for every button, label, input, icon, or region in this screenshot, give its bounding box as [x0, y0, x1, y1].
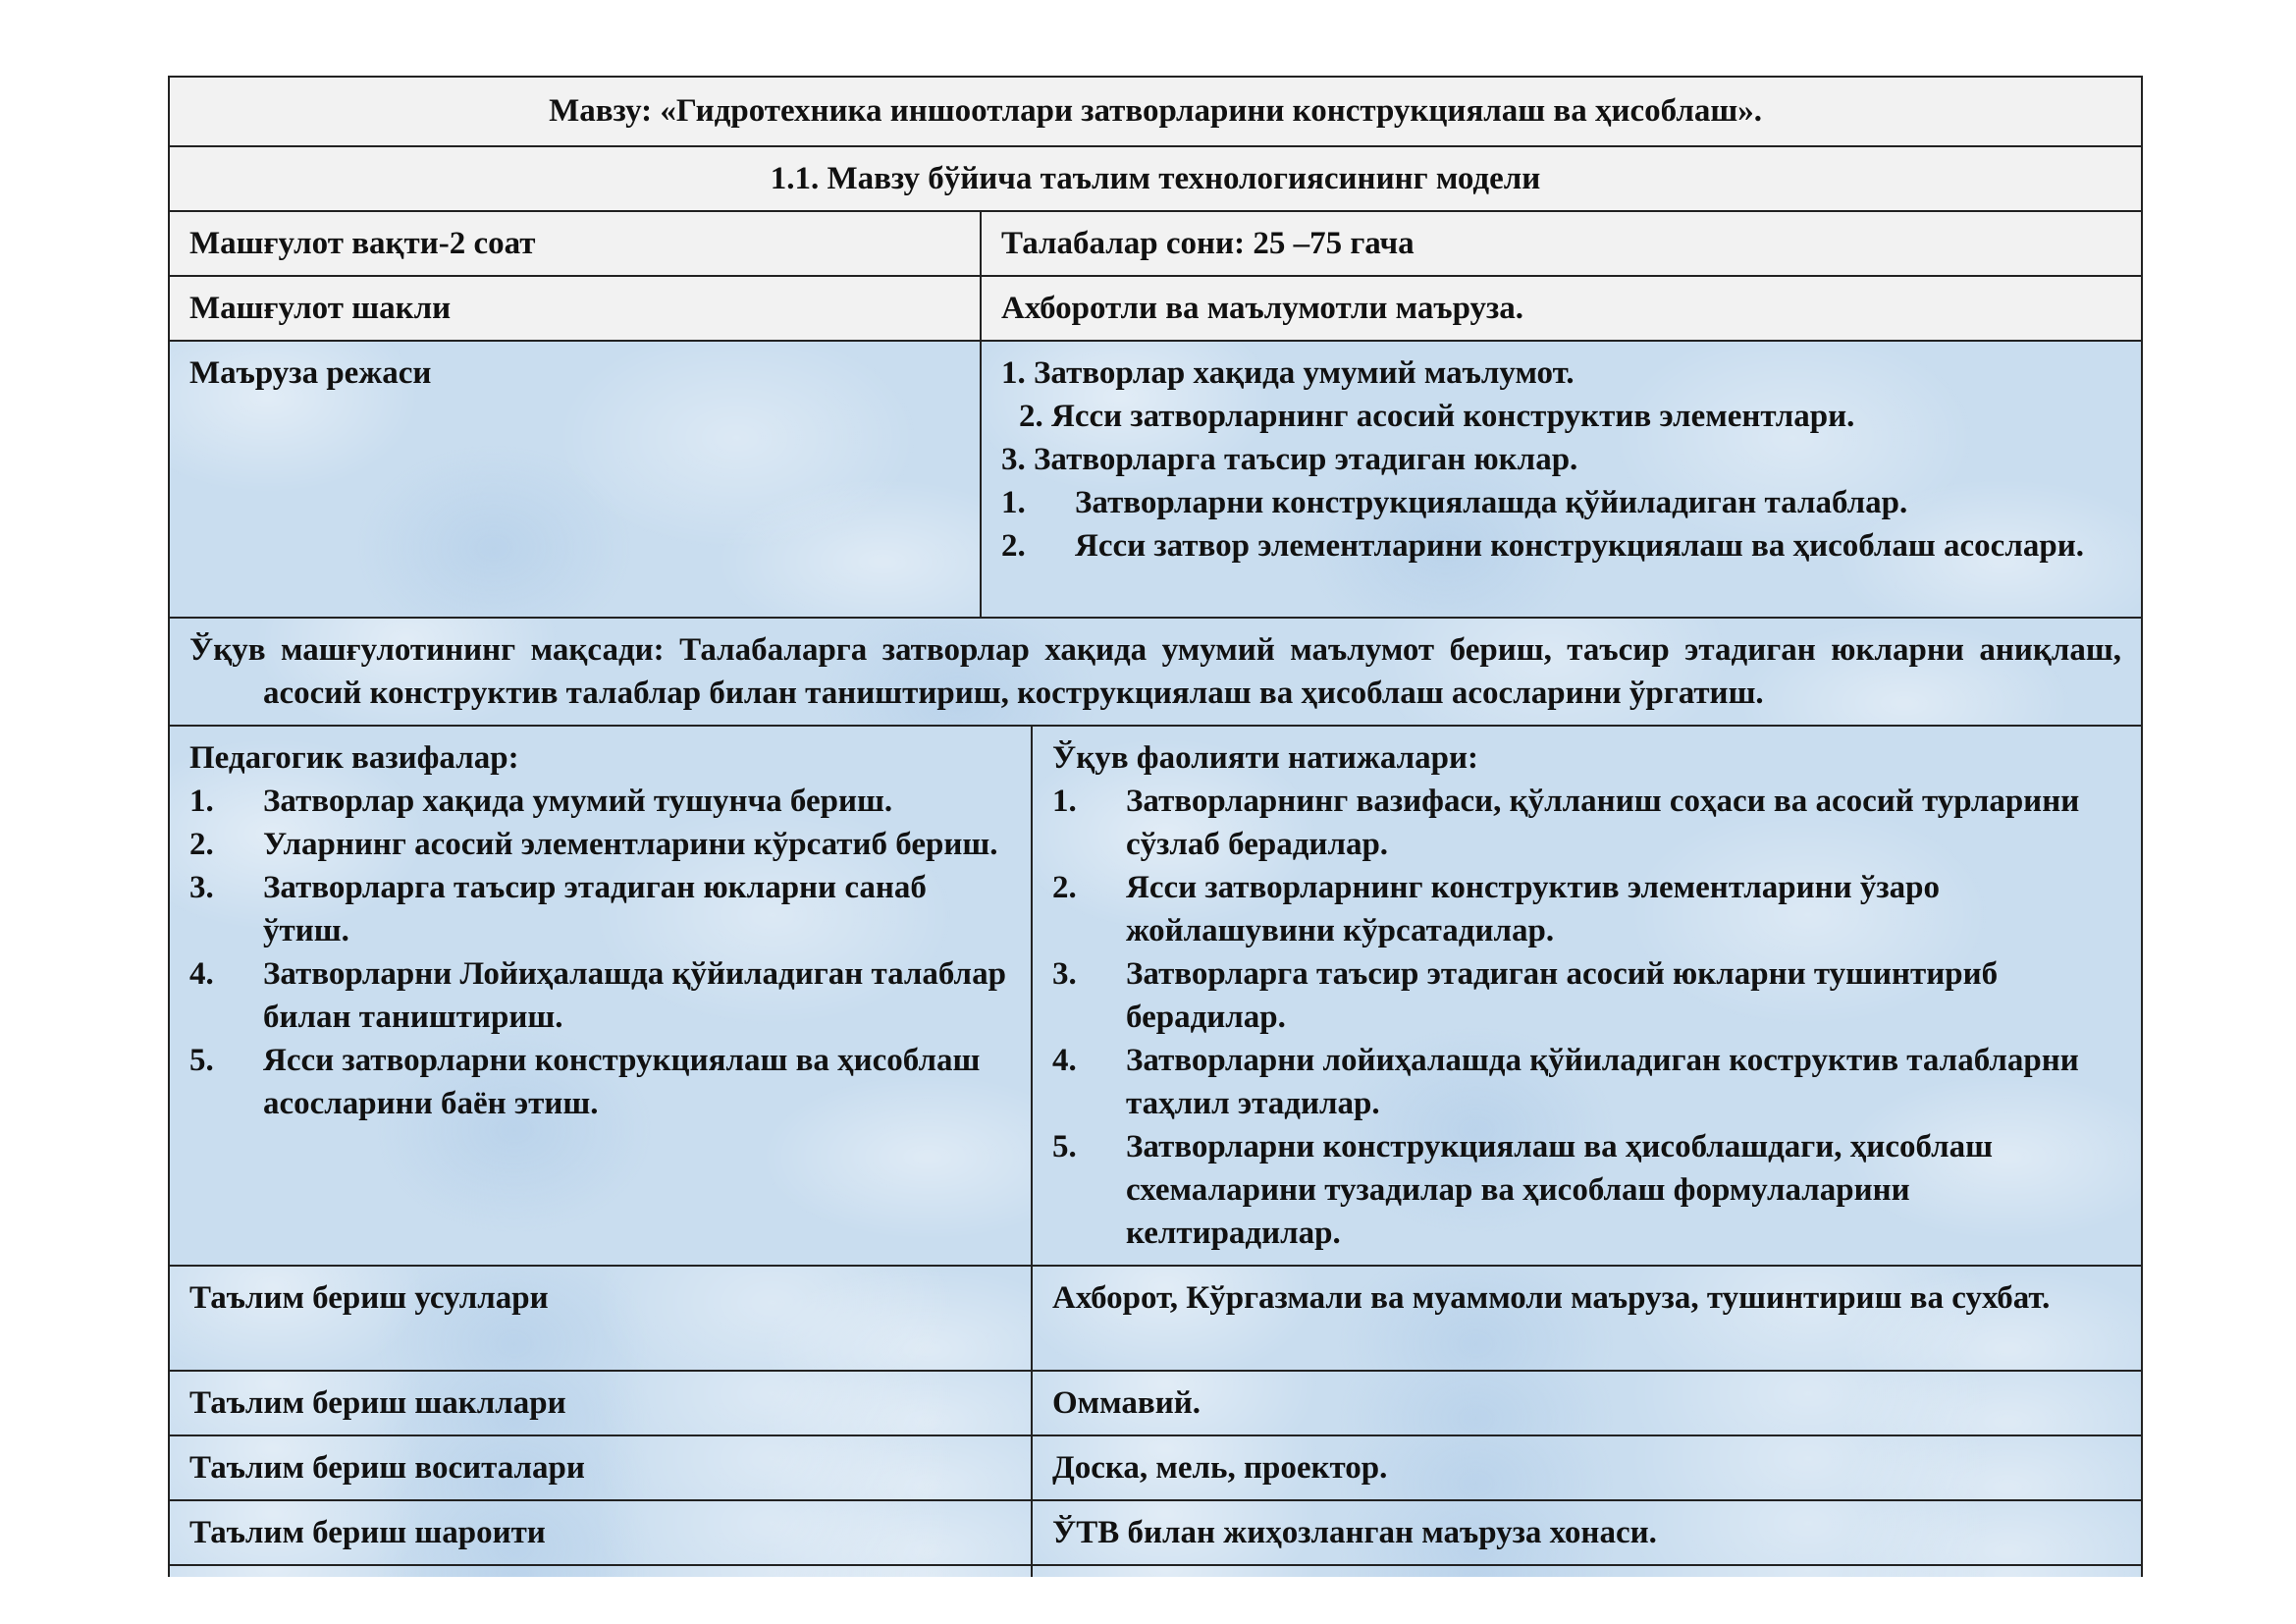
plan-line-2: 2. Ясси затворларнинг асосий конструктив элементлари. — [1019, 399, 1855, 434]
pedagogical-task-item — [189, 823, 1011, 866]
plan-line-4 — [1001, 481, 2121, 524]
pedagogical-task-item-number: 1. — [189, 784, 214, 819]
learning-results-cell — [1032, 726, 2142, 1266]
lesson-time-label: Машғулот вақти-2 соат — [169, 211, 981, 276]
continuation-cell-left — [169, 1565, 1032, 1577]
plan-line-5-number: 2. — [1001, 528, 1026, 564]
plan-line-5-text: Ясси затвор элементларини конструкциялаш ва ҳисоблаш асослари. — [1075, 528, 2084, 564]
learning-result-item-number: 3. — [1052, 956, 1077, 992]
lecture-plan-label: Маъруза режаси — [169, 341, 981, 618]
learning-result-item — [1052, 952, 2121, 1039]
learning-results-list — [1052, 780, 2121, 1255]
learning-results-heading: Ўқув фаолияти натижалари: — [1052, 740, 1479, 776]
learning-result-item-text: Затворларни конструкциялаш ва ҳисоблашдаги, ҳисоблаш схемаларини тузадилар ва ҳисоблаш формулаларини келтирадилар. — [1126, 1129, 1994, 1251]
pedagogical-tasks-heading: Педагогик вазифалар: — [189, 740, 519, 776]
document-page — [168, 76, 2141, 1577]
learning-result-item-number: 4. — [1052, 1043, 1077, 1078]
pedagogical-task-item — [189, 952, 1011, 1039]
lecture-plan-content — [981, 341, 2142, 618]
plan-line-3: 3. Затворларга таъсир этадиган юклар. — [1001, 442, 1578, 477]
topic-title: Мавзу: «Гидротехника иншоотлари затворларини конструкциялаш ва ҳисоблаш». — [169, 77, 2142, 146]
pedagogical-task-item-number: 5. — [189, 1043, 214, 1078]
learning-result-item — [1052, 780, 2121, 866]
teaching-forms-label: Таълим бериш шакллари — [169, 1371, 1032, 1435]
lesson-form-value: Ахборотли ва маълумотли маъруза. — [981, 276, 2142, 341]
teaching-methods-label: Таълим бериш усуллари — [169, 1266, 1032, 1371]
learning-result-item-text: Ясси затворларнинг конструктив элементларини ўзаро жойлашувини кўрсатадилар. — [1126, 870, 1940, 948]
pedagogical-task-item-number: 3. — [189, 870, 214, 905]
pedagogical-task-item-text: Затворларга таъсир этадиган юкларни санаб ўтиш. — [263, 870, 927, 948]
plan-line-5 — [1001, 524, 2121, 568]
pedagogical-tasks-list — [189, 780, 1011, 1125]
pedagogical-task-item-text: Затворлар хақида умумий тушунча бериш. — [263, 784, 893, 819]
continuation-cell-right — [1032, 1565, 2142, 1577]
teaching-conditions-label: Таълим бериш шароити — [169, 1500, 1032, 1565]
pedagogical-task-item — [189, 780, 1011, 823]
learning-result-item-number: 1. — [1052, 784, 1077, 819]
learning-result-item-number: 5. — [1052, 1129, 1077, 1164]
lesson-goal: Ўқув машғулотининг мақсади: Талабаларга затворлар хақида умумий маълумот бериш, таъсир этадиган юкларни аниқлаш, асосий конструктив талаблар билан таништириш, кострукциялаш ва ҳисоблаш асосларини ўргатиш. — [169, 618, 2142, 726]
pedagogical-task-item-number: 2. — [189, 827, 214, 862]
plan-line-4-text: Затворларни конструкциялашда қўйиладиган талаблар. — [1075, 485, 1908, 520]
learning-result-item — [1052, 866, 2121, 952]
lesson-form-label: Машғулот шакли — [169, 276, 981, 341]
learning-result-item-text: Затворларнинг вазифаси, қўлланиш соҳаси ва асосий турларини сўзлаб берадилар. — [1126, 784, 2080, 862]
learning-result-item — [1052, 1125, 2121, 1255]
pedagogical-task-item-text: Затворларни Лойиҳалашда қўйиладиган талаблар билан таништириш. — [263, 956, 1006, 1035]
pedagogical-task-item-text: Ясси затворларни конструкциялаш ва ҳисоблаш асосларини баён этиш. — [263, 1043, 981, 1121]
learning-result-item-number: 2. — [1052, 870, 1077, 905]
learning-result-item — [1052, 1039, 2121, 1125]
teaching-means-value: Доска, мель, проектор. — [1032, 1435, 2142, 1500]
teaching-forms-value: Оммавий. — [1032, 1371, 2142, 1435]
learning-result-item-text: Затворларга таъсир этадиган асосий юкларни тушинтириб берадилар. — [1126, 956, 1999, 1035]
learning-result-item-text: Затворларни лойиҳалашда қўйиладиган коструктив талабларни таҳлил этадилар. — [1126, 1043, 2079, 1121]
pedagogical-task-item — [189, 866, 1011, 952]
lesson-model-table — [168, 76, 2143, 1577]
teaching-methods-value: Ахборот, Кўргазмали ва муаммоли маъруза, тушинтириш ва сухбат. — [1032, 1266, 2142, 1371]
pedagogical-task-item — [189, 1039, 1011, 1125]
plan-line-4-number: 1. — [1001, 485, 1026, 520]
model-subtitle: 1.1. Мавзу бўйича таълим технологиясининг модели — [169, 146, 2142, 211]
teaching-conditions-value: ЎТВ билан жиҳозланган маъруза хонаси. — [1032, 1500, 2142, 1565]
students-count-value: Талабалар сони: 25 –75 гача — [981, 211, 2142, 276]
pedagogical-tasks-cell — [169, 726, 1032, 1266]
pedagogical-task-item-number: 4. — [189, 956, 214, 992]
pedagogical-task-item-text: Уларнинг асосий элементларини кўрсатиб бериш. — [263, 827, 998, 862]
teaching-means-label: Таълим бериш воситалари — [169, 1435, 1032, 1500]
plan-line-1: 1. Затворлар хақида умумий маълумот. — [1001, 355, 1575, 391]
